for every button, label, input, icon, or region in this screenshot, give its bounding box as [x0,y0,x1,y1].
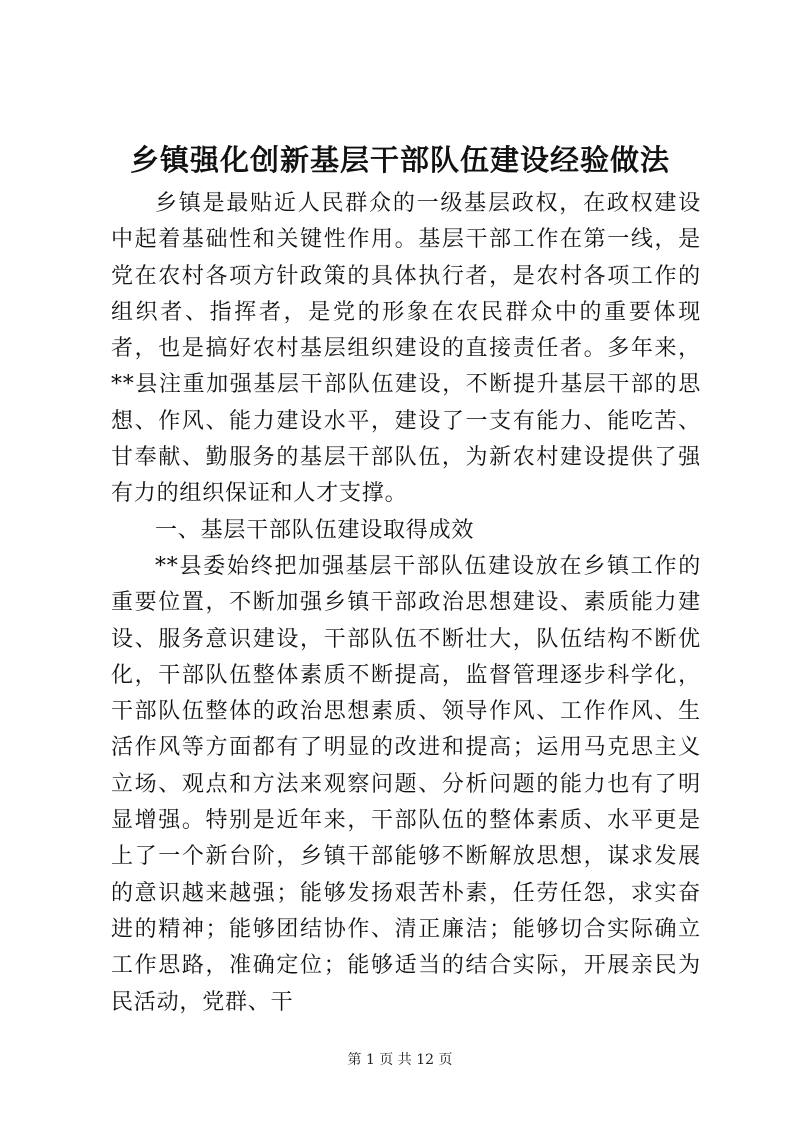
page-number-footer: 第 1 页 共 12 页 [347,1052,453,1068]
document-title: 乡镇强化创新基层干部队伍建设经验做法 [129,143,670,177]
section-heading: 一、基层干部队伍建设取得成效 [155,517,475,543]
document-body [111,186,701,1021]
intro-paragraph: 乡镇是最贴近人民群众的一级基层政权，在政权建设中起着基础性和关键性作用。基层干部工作在第一线，是党在农村各项方针政策的具体执行者，是农村各项工作的组织者、指挥者，是党的形象在农民群众中的重要体现者，也是搞好农村基层组织建设的直接责任者。多年来，**县注重加强基层干部队伍建设，不断提升基层干部的思想、作风、能力建设水平，建设了一支有能力、能吃苦、甘奉献、勤服务的基层干部队伍，为新农村建设提供了强有力的组织保证和人才支撑。 [111,191,701,507]
body-paragraph: **县委始终把加强基层干部队伍建设放在乡镇工作的重要位置，不断加强乡镇干部政治思想建设、素质能力建设、服务意识建设，干部队伍不断壮大，队伍结构不断优化，干部队伍整体素质不断提高，监督管理逐步科学化，干部队伍整体的政治思想素质、领导作风、工作作风、生活作风等方面都有了明显的改进和提高；运用马克思主义立场、观点和方法来观察问题、分析问题的能力也有了明显增强。特别是近年来，干部队伍的整体素质、水平更是上了一个新台阶，乡镇干部能够不断解放思想，谋求发展的意识越来越强；能够发扬艰苦朴素，任劳任怨，求实奋进的精神；能够团结协作、清正廉洁；能够切合实际确立工作思路，准确定位；能够适当的结合实际，开展亲民为民活动，党群、干 [111,553,701,1015]
